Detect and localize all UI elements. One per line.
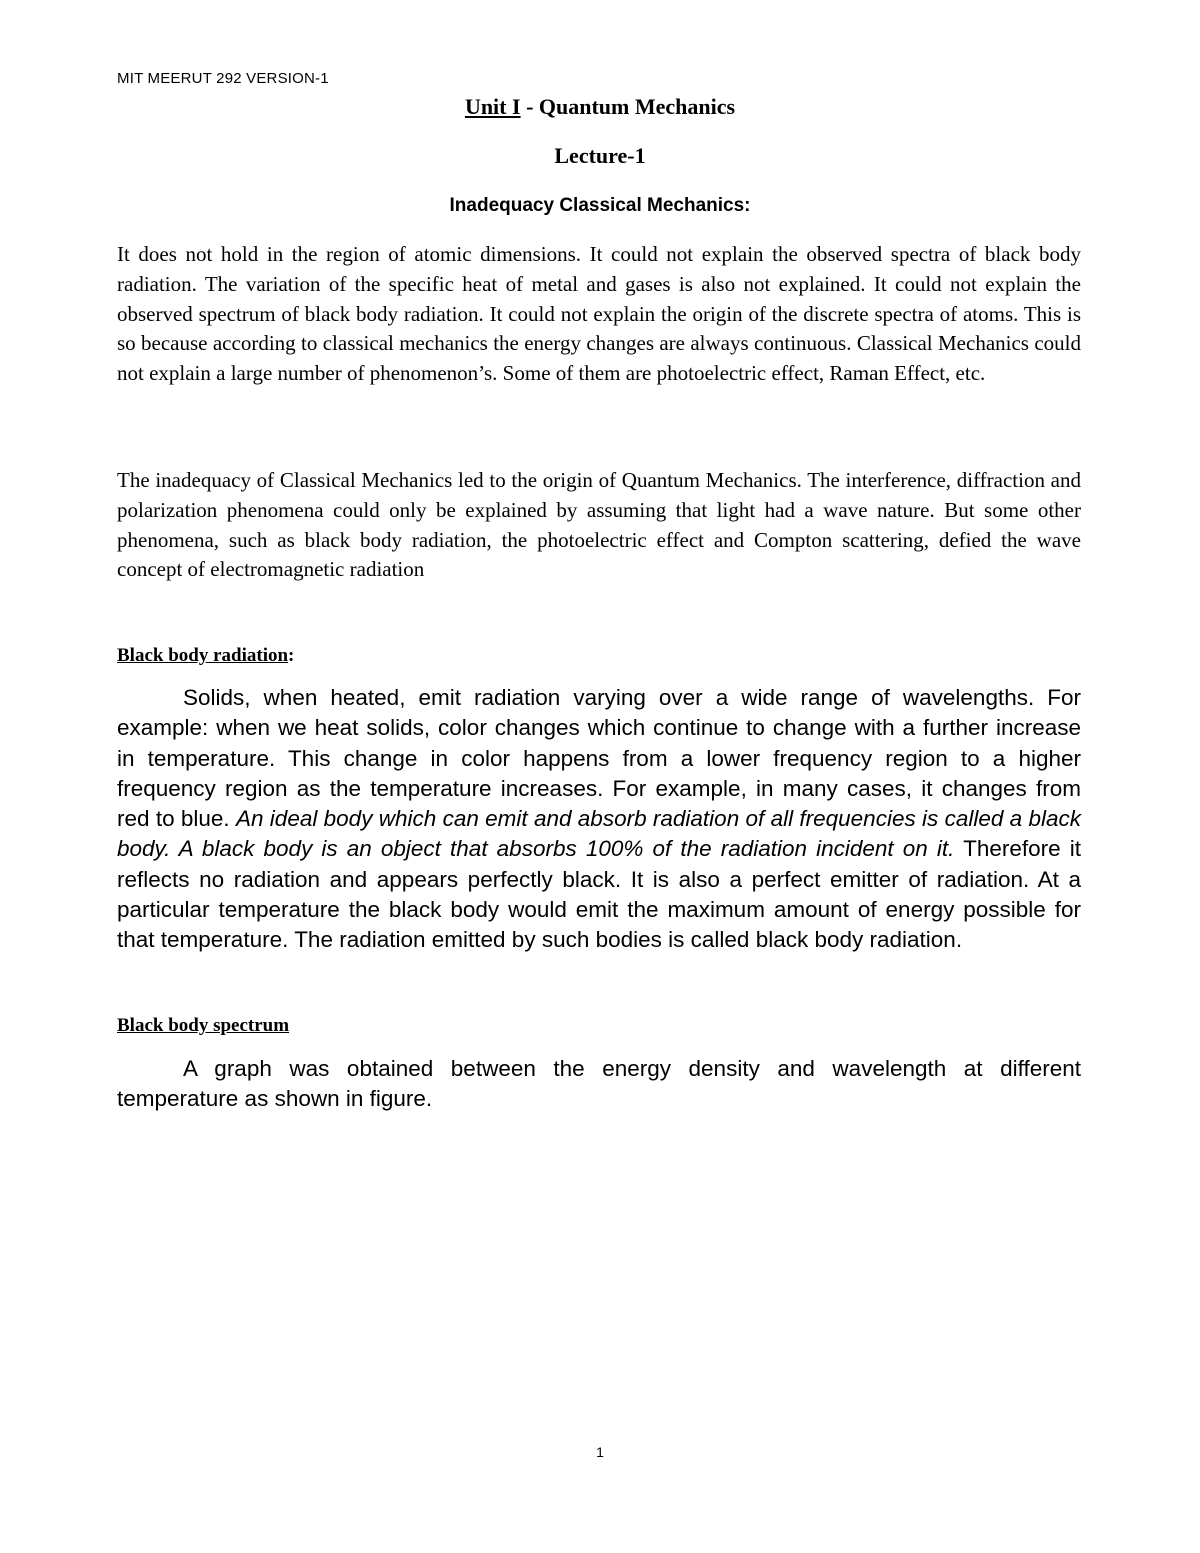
bbs-text: A graph was obtained between the energy density and wavelength at different temperature as shown in figure. bbox=[117, 1056, 1081, 1112]
heading-black-body-radiation bbox=[117, 645, 294, 667]
bbr-text-part2: Therefore it reflects no radiation and appears perfectly black. It is also a perfect emitter of radiation. At a particular temperature the black body would emit the maximum amount of energy possible for that temperature. The radiation emitted by such bodies is called black body radiation. bbox=[117, 836, 1081, 953]
paragraph-inadequacy-1: It does not hold in the region of atomic dimensions. It could not explain the observed spectra of black body radiation. The variation of the specific heat of metal and gases is also not explained. It could not explain the observed spectrum of black body radiation. It could not explain the origin of the discrete spectra of atoms. This is so because according to classical mechanics the energy changes are always continuous. Classical Mechanics could not explain a large number of phenomenon’s. Some of them are photoelectric effect, Raman Effect, etc. bbox=[117, 242, 1081, 386]
paragraph-black-body-spectrum bbox=[117, 1054, 1081, 1115]
heading-colon: : bbox=[288, 645, 295, 666]
bbr-text-part1: Solids, when heated, emit radiation varying over a wide range of wavelengths. For example: when we heat solids, color changes which continue to change with a further increase in temperature. This change in color happens from a lower frequency region to a higher frequency region as the temperature increases. For example, in many cases, it changes from red to blue. bbox=[117, 685, 1081, 832]
heading-black-body-spectrum: Black body spectrum bbox=[117, 1015, 290, 1036]
section-heading-inadequacy: Inadequacy Classical Mechanics: bbox=[449, 195, 751, 216]
bbr-text-italic-definition: An ideal body which can emit and absorb radiation of all frequencies is called a black body. A black body is an object that absorbs 100% of the radiation incident on it. bbox=[117, 806, 1081, 862]
unit-title bbox=[0, 94, 1200, 120]
unit-subject: - Quantum Mechanics bbox=[520, 94, 736, 119]
heading-black-body-radiation-text: Black body radiation bbox=[117, 645, 289, 666]
header-version-tag: MIT MEERUT 292 VERSION-1 bbox=[117, 70, 329, 87]
lecture-title: Lecture-1 bbox=[554, 143, 646, 168]
unit-label: Unit I bbox=[464, 94, 521, 119]
paragraph-inadequacy-2: The inadequacy of Classical Mechanics led to the origin of Quantum Mechanics. The interference, diffraction and polarization phenomena could only be explained by assuming that light had a wave nature. But some other phenomena, such as black body radiation, the photoelectric effect and Compton scattering, defied the wave concept of electromagnetic radiation bbox=[117, 468, 1081, 582]
paragraph-black-body-radiation bbox=[117, 683, 1081, 956]
page-number: 1 bbox=[596, 1444, 604, 1460]
